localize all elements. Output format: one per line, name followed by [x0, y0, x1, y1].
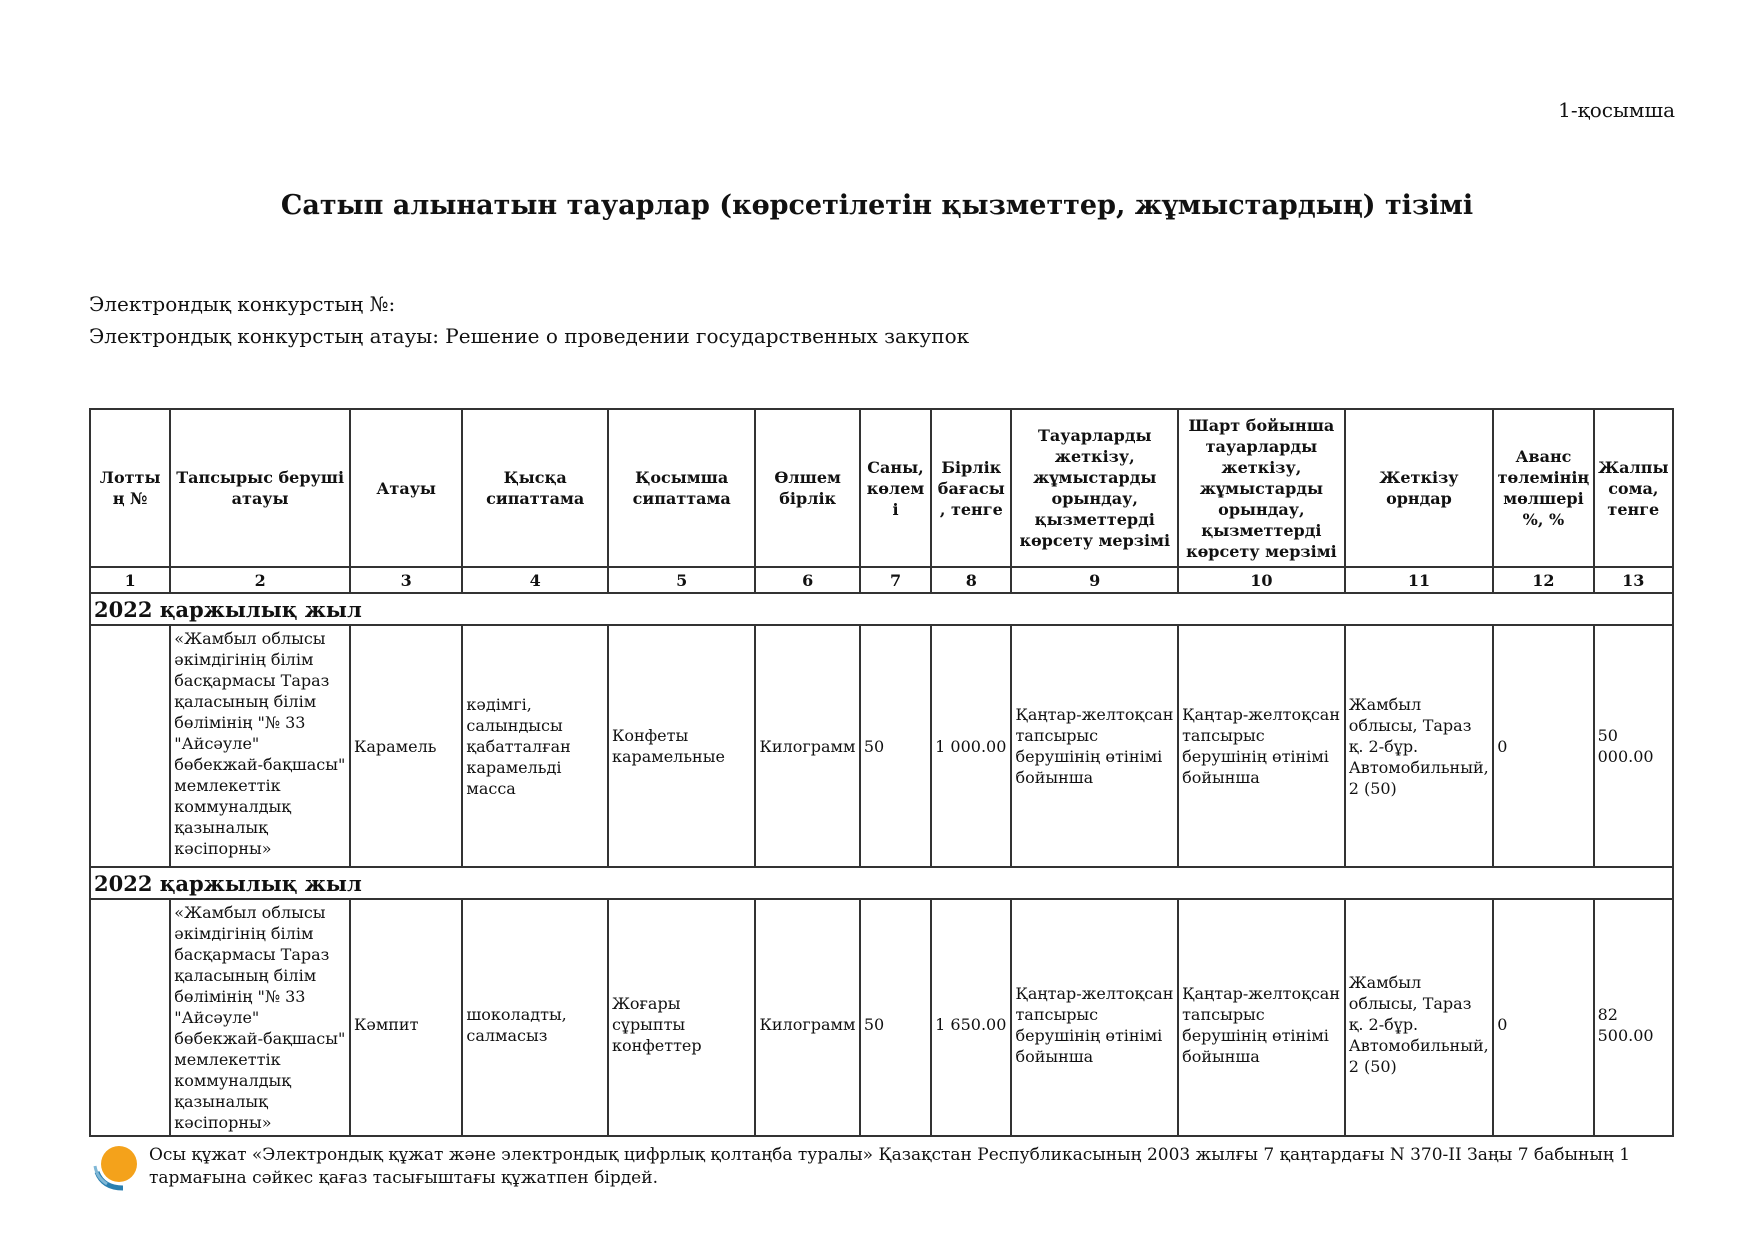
extra-description: Жоғары сұрыпты конфеттер	[608, 899, 756, 1150]
table-bottom-border	[89, 1135, 1674, 1137]
column-number: 8	[931, 567, 1011, 593]
column-number: 4	[462, 567, 608, 593]
unit-price: 1 650.00	[931, 899, 1011, 1150]
column-number: 5	[608, 567, 756, 593]
fiscal-year-row	[90, 867, 1673, 899]
quantity: 50	[860, 899, 931, 1150]
lot-number	[90, 625, 170, 867]
header-cell: Қосымша сипаттама	[608, 409, 756, 567]
header-cell: Саны, көлемі	[860, 409, 931, 567]
delivery-term: Қаңтар-желтоқсан тапсырыс берушінің өтінімі бойынша	[1011, 899, 1178, 1150]
unit: Килограмм	[755, 899, 859, 1150]
column-number: 7	[860, 567, 931, 593]
header-cell: Қысқа сипаттама	[462, 409, 608, 567]
header-cell: Шарт бойынша тауарларды жеткізу, жұмыстарды орындау, қызметтерді көрсету мерзімі	[1178, 409, 1345, 567]
short-description: кәдімгі, салындысы қабатталған карамельді масса	[462, 625, 608, 867]
extra-description: Конфеты карамельные	[608, 625, 756, 867]
quantity: 50	[860, 625, 931, 867]
column-number: 10	[1178, 567, 1345, 593]
total-amount: 82 500.00	[1594, 899, 1673, 1150]
short-description: шоколадты, салмасыз	[462, 899, 608, 1150]
delivery-term: Қаңтар-желтоқсан тапсырыс берушінің өтінімі бойынша	[1011, 625, 1178, 867]
advance-payment: 0	[1493, 625, 1593, 867]
header-cell: Тапсырыс беруші атауы	[170, 409, 350, 567]
advance-payment: 0	[1493, 899, 1593, 1150]
header-cell: Өлшем бірлік	[755, 409, 859, 567]
page-title: Сатып алынатын тауарлар (көрсетілетін қызметтер, жұмыстардың) тізімі	[280, 190, 1474, 221]
contest-number-label: Электрондық конкурстың №:	[89, 292, 396, 316]
unit-price: 1 000.00	[931, 625, 1011, 867]
customer-name: «Жамбыл облысы әкімдігінің білім басқармасы Тараз қаласының білім бөлімінің "№ 33 "Айсәуле" бөбекжай-бақшасы" мемлекеттік коммуналдық қазыналық кәсіпорны»	[170, 625, 350, 867]
contest-name-line: Электрондық конкурстың атауы: Решение о проведении государственных закупок	[89, 324, 970, 348]
contest-meta	[89, 288, 969, 352]
lot-number	[90, 899, 170, 1150]
fiscal-year-row	[90, 593, 1673, 625]
header-cell: Аванс төлемінің мөлшері %, %	[1493, 409, 1593, 567]
header-cell: Атауы	[350, 409, 462, 567]
table-header-row	[90, 409, 1673, 567]
header-cell: Тауарларды жеткізу, жұмыстарды орындау, қызметтерді көрсету мерзімі	[1011, 409, 1178, 567]
column-number: 3	[350, 567, 462, 593]
column-number: 2	[170, 567, 350, 593]
column-number: 11	[1345, 567, 1494, 593]
table-row	[90, 625, 1673, 867]
customer-name: «Жамбыл облысы әкімдігінің білім басқармасы Тараз қаласының білім бөлімінің "№ 33 "Айсәуле" бөбекжай-бақшасы" мемлекеттік коммуналдық қазыналық кәсіпорны»	[170, 899, 350, 1150]
header-cell: Жалпы сома, тенге	[1594, 409, 1673, 567]
item-name: Карамель	[350, 625, 462, 867]
column-number: 1	[90, 567, 170, 593]
contract-delivery-term: Қаңтар-желтоқсан тапсырыс берушінің өтінімі бойынша	[1178, 625, 1345, 867]
total-amount: 50 000.00	[1594, 625, 1673, 867]
column-number: 9	[1011, 567, 1178, 593]
item-name: Кәмпит	[350, 899, 462, 1150]
contract-delivery-term: Қаңтар-желтоқсан тапсырыс берушінің өтінімі бойынша	[1178, 899, 1345, 1150]
fiscal-year-label: 2022 қаржылық жыл	[90, 593, 1673, 625]
delivery-place: Жамбыл облысы, Тараз қ. 2-бұр. Автомобильный, 2 (50)	[1345, 899, 1494, 1150]
column-number-row	[90, 567, 1673, 593]
e-gov-seal-icon	[93, 1142, 139, 1192]
procurement-table	[89, 408, 1674, 1151]
footer-text: Осы құжат «Электрондық құжат және электрондық цифрлық қолтаңба туралы» Қазақстан Республикасының 2003 жылғы 7 қаңтардағы N 370-II Заңы 7 бабының 1 тармағына сәйкес қағаз тасығыштағы құжатпен бірдей.	[149, 1145, 1631, 1188]
fiscal-year-label: 2022 қаржылық жыл	[90, 867, 1673, 899]
header-cell: Лоттың №	[90, 409, 170, 567]
header-cell: Жеткізу орндар	[1345, 409, 1494, 567]
column-number: 12	[1493, 567, 1593, 593]
appendix-label: 1-қосымша	[1558, 98, 1675, 122]
delivery-place: Жамбыл облысы, Тараз қ. 2-бұр. Автомобильный, 2 (50)	[1345, 625, 1494, 867]
unit: Килограмм	[755, 625, 859, 867]
table-row	[90, 899, 1673, 1150]
header-cell: Бірлік бағасы, тенге	[931, 409, 1011, 567]
column-number: 13	[1594, 567, 1673, 593]
column-number: 6	[755, 567, 859, 593]
